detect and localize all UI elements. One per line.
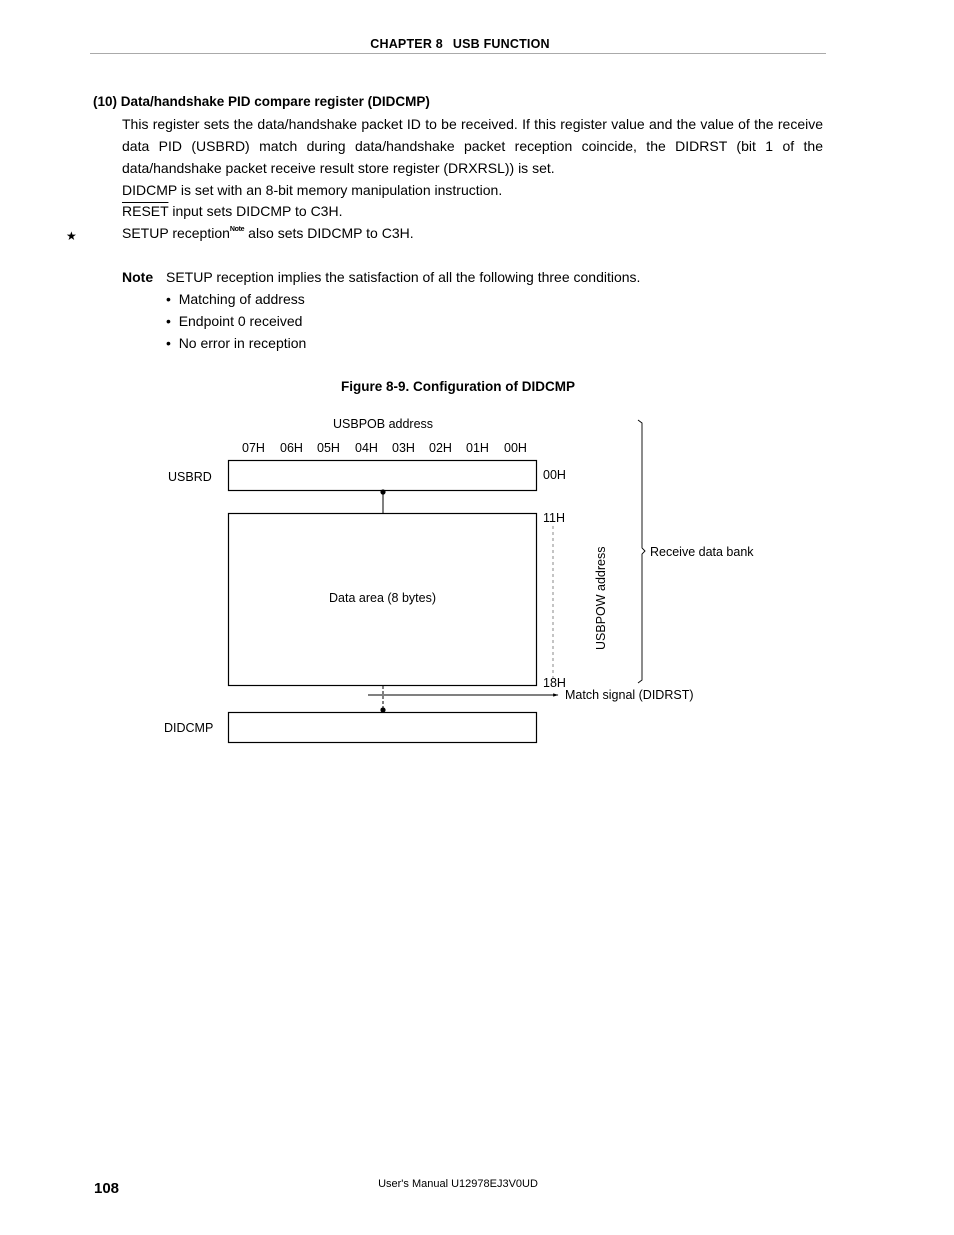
bit-address-label: 06H	[280, 441, 303, 455]
address-00h: 00H	[543, 468, 566, 482]
reset-signal: RESET	[122, 203, 169, 219]
bullet-text: Endpoint 0 received	[178, 313, 303, 329]
note-label: Note	[122, 269, 154, 285]
bit-address-label: 05H	[317, 441, 340, 455]
usbpow-address-label: USBPOW address	[594, 546, 608, 650]
match-signal-label: Match signal (DIDRST)	[565, 688, 694, 702]
manipulation-line: DIDCMP is set with an 8-bit memory manipulation instruction.	[122, 182, 503, 198]
bullet-text: Matching of address	[178, 291, 305, 307]
usbrd-label: USBRD	[168, 470, 212, 484]
setup-line-post: also sets DIDCMP to C3H.	[244, 225, 414, 241]
bit-address-label: 01H	[466, 441, 489, 455]
didcmp-register-box	[229, 713, 537, 743]
address-11h: 11H	[543, 511, 566, 525]
bullet-text: No error in reception	[178, 335, 307, 351]
bullet-icon: •	[166, 313, 171, 329]
section-paragraph: This register sets the data/handshake packet ID to be received. If this register value and the value of the receive data PID (USBRD) match during data/handshake packet reception coincide, the DIDRST (bit 1 of the data/handshake packet receive result store register (DRXRSL)) is set.	[122, 116, 823, 176]
bit-address-label: 00H	[504, 441, 527, 455]
reset-line-text: input sets DIDCMP to C3H.	[168, 203, 343, 219]
figure-title: Figure 8-9. Configuration of DIDCMP	[341, 379, 575, 394]
bullet-icon: •	[166, 291, 171, 307]
bit-address-label: 07H	[242, 441, 265, 455]
chapter-number: CHAPTER 8	[370, 37, 443, 51]
note-text: SETUP reception implies the satisfaction of all the following three conditions.	[166, 269, 641, 285]
bit-address-label: 02H	[429, 441, 452, 455]
chapter-title: USB FUNCTION	[452, 37, 550, 51]
address-18h: 18H	[543, 676, 566, 690]
receive-bank-brace	[638, 420, 645, 683]
bit-address-label: 03H	[392, 441, 415, 455]
note-reference: Note	[229, 226, 245, 233]
revision-star-icon: ★	[66, 229, 77, 243]
bit-address-label: 04H	[355, 441, 378, 455]
manual-id: User's Manual U12978EJ3V0UD	[378, 1178, 538, 1190]
data-area-label: Data area (8 bytes)	[329, 591, 436, 605]
setup-line-pre: SETUP reception	[122, 225, 230, 241]
bullet-icon: •	[166, 335, 171, 351]
connector-dot	[380, 707, 385, 712]
usbpob-address-label: USBPOB address	[333, 417, 434, 431]
section-title: (10) Data/handshake PID compare register (DIDCMP)	[93, 94, 430, 109]
receive-data-bank-label: Receive data bank	[650, 545, 754, 559]
page-number: 108	[94, 1180, 120, 1197]
didcmp-label: DIDCMP	[164, 721, 214, 735]
usbrd-register-box	[229, 461, 537, 491]
